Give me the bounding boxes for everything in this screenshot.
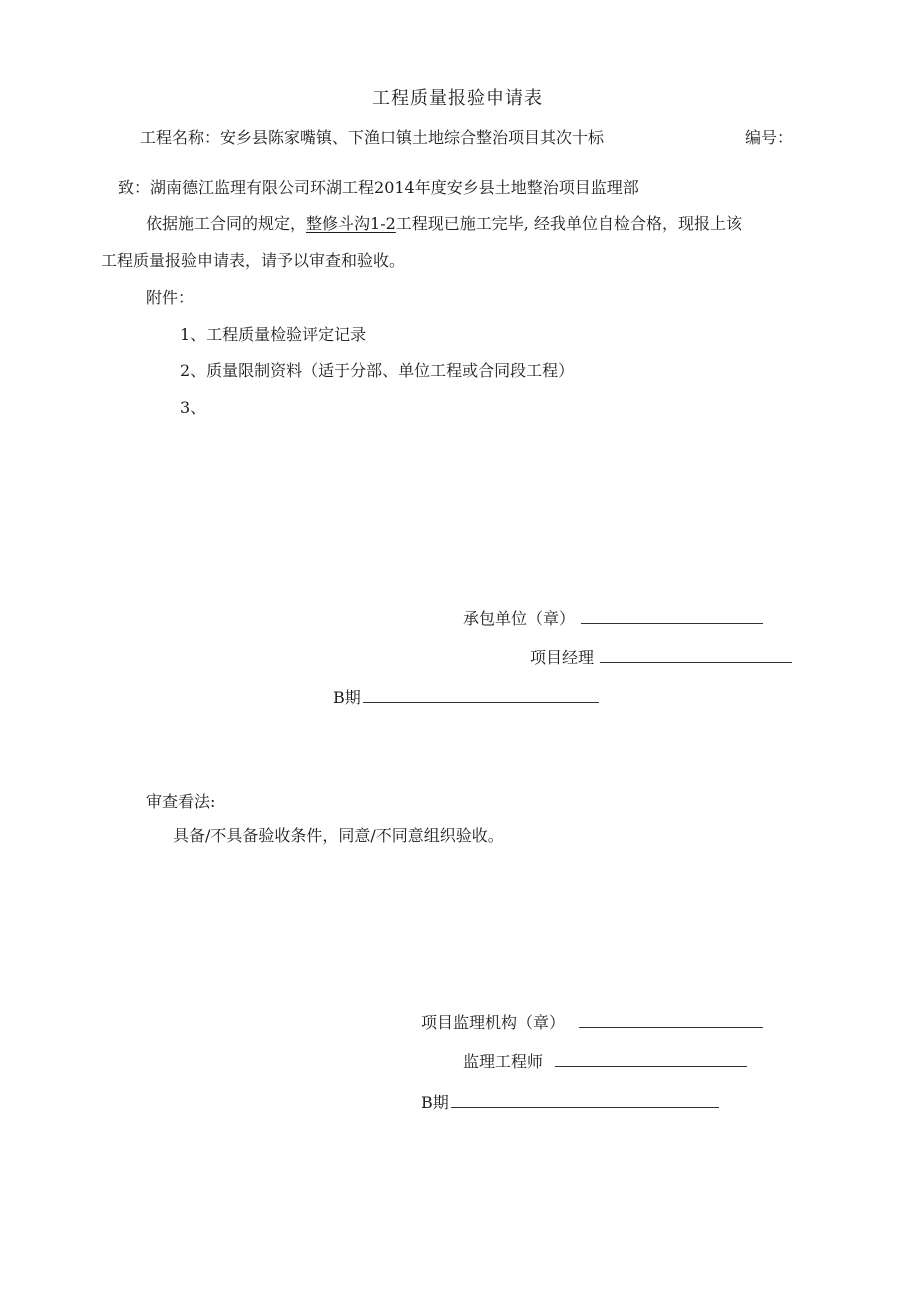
supervision-org-label: 项目监理机构（章） bbox=[421, 1013, 566, 1032]
supervision-org-row bbox=[421, 1013, 763, 1033]
project-manager-signature-line bbox=[600, 648, 792, 663]
attachment-item-1: 1、工程质量检验评定记录 bbox=[180, 325, 367, 344]
body-line-1 bbox=[146, 214, 742, 234]
supervising-engineer-signature-line bbox=[555, 1052, 747, 1067]
project-name-label: 工程名称： bbox=[140, 128, 221, 147]
attachments-label: 附件： bbox=[146, 288, 195, 307]
work-item-name: 整修斗沟1-2 bbox=[306, 214, 396, 233]
supervising-engineer-row bbox=[463, 1052, 747, 1072]
form-title: 工程质量报验申请表 bbox=[372, 88, 543, 109]
project-name-row bbox=[140, 128, 604, 148]
supervising-engineer-label: 监理工程师 bbox=[463, 1052, 544, 1071]
body-line1-after: 工程现已施工完毕, 经我单位自检合格，现报上该 bbox=[395, 214, 742, 233]
addressee-prefix: 致： bbox=[118, 178, 151, 197]
review-label: 审查看法: bbox=[146, 792, 216, 811]
supervision-date-line bbox=[451, 1093, 719, 1108]
addressee-row bbox=[118, 178, 639, 198]
project-manager-label: 项目经理 bbox=[530, 648, 595, 667]
contractor-date-line bbox=[363, 688, 599, 703]
supervision-date-label: B期 bbox=[421, 1093, 449, 1112]
contractor-date-row bbox=[333, 688, 599, 708]
supervision-date-row bbox=[421, 1093, 719, 1113]
project-manager-row bbox=[530, 648, 792, 668]
contractor-unit-signature-line bbox=[581, 609, 763, 624]
form-number-label: 编号： bbox=[745, 128, 794, 147]
body-line1-before: 依据施工合同的规定， bbox=[146, 214, 307, 233]
attachment-item-3: 3、 bbox=[180, 398, 207, 417]
attachment-item-2: 2、质量限制资料（适于分部、单位工程或合同段工程） bbox=[180, 361, 575, 380]
contractor-date-label: B期 bbox=[333, 688, 361, 707]
project-name-value: 安乡县陈家嘴镇、下渔口镇土地综合整治项目其次十标 bbox=[220, 128, 605, 147]
addressee-name: 湖南德江监理有限公司环湖工程2014年度安乡县土地整治项目监理部 bbox=[150, 178, 639, 197]
review-text: 具备/不具备验收条件，同意/不同意组织验收。 bbox=[173, 826, 504, 845]
contractor-unit-label: 承包单位（章） bbox=[463, 609, 576, 628]
contractor-unit-row bbox=[463, 609, 763, 629]
body-line-2: 工程质量报验申请表，请予以审查和验收。 bbox=[101, 251, 406, 270]
supervision-org-signature-line bbox=[579, 1013, 763, 1028]
